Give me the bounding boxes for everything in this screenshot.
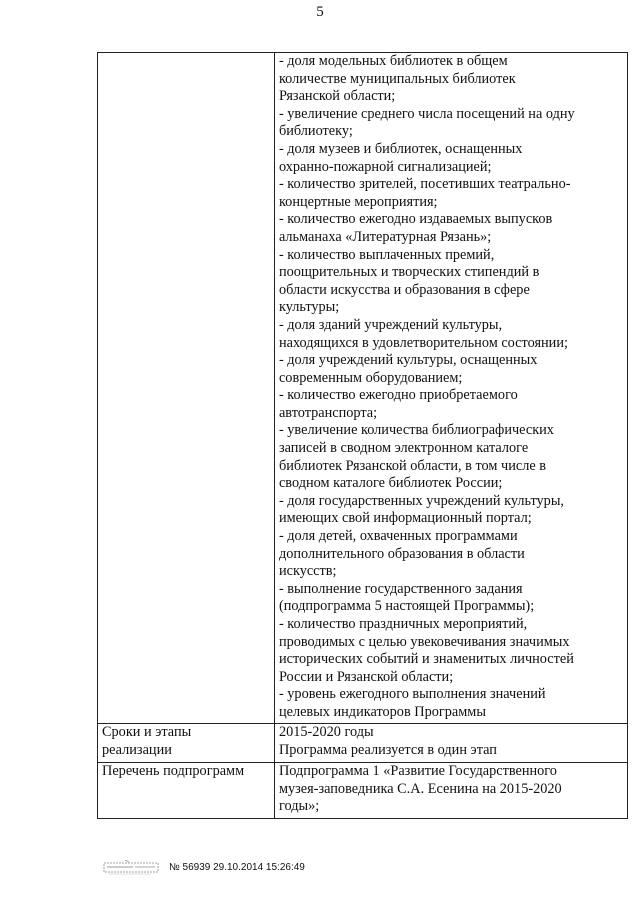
indicator-line: - уровень ежегодного выполнения значений bbox=[278, 686, 546, 703]
indicator-line: библиотеку; bbox=[278, 123, 353, 140]
indicators-list bbox=[279, 53, 623, 722]
indicator-line: искусств; bbox=[278, 563, 337, 580]
indicator-line: - количество ежегодно издаваемых выпусков bbox=[278, 211, 553, 228]
indicator-line: записей в сводном электронном каталоге bbox=[278, 440, 529, 457]
indicator-line: охранно-пожарной сигнализацией; bbox=[278, 158, 492, 175]
indicator-line: культуры; bbox=[278, 299, 340, 316]
subprograms-value-cell bbox=[274, 763, 627, 819]
indicator-line: - доля детей, охваченных программами bbox=[278, 528, 518, 545]
indicator-line: автотранспорта; bbox=[278, 404, 378, 421]
subprograms-label-cell bbox=[98, 763, 275, 819]
indicator-line: количестве муниципальных библиотек bbox=[278, 70, 516, 87]
signature-stamp-icon bbox=[103, 860, 159, 876]
terms-label-line2: реализации bbox=[102, 741, 172, 758]
indicator-line: проводимых с целью увековечивания значимых bbox=[278, 633, 570, 650]
subprograms-value-line1: Подпрограмма 1 «Развитие Государственного bbox=[278, 763, 557, 779]
terms-value-cell bbox=[274, 724, 627, 763]
indicator-line: - увеличение количества библиографических bbox=[278, 422, 554, 439]
indicator-line: целевых индикаторов Программы bbox=[278, 703, 486, 720]
indicator-line: - количество ежегодно приобретаемого bbox=[278, 387, 518, 404]
indicators-value-cell bbox=[274, 53, 627, 724]
indicator-line: - доля зданий учреждений культуры, bbox=[278, 316, 503, 333]
table-row-indicators bbox=[98, 53, 628, 724]
terms-label-cell bbox=[98, 724, 275, 763]
page-number: 5 bbox=[316, 4, 324, 20]
indicator-line: - количество выплаченных премий, bbox=[278, 246, 495, 263]
passport-table bbox=[97, 52, 628, 819]
indicator-line: концертные мероприятия; bbox=[278, 193, 438, 210]
indicator-line: современным оборудованием; bbox=[278, 369, 463, 386]
indicator-line: - доля государственных учреждений культуры, bbox=[278, 492, 564, 509]
indicator-line: дополнительного образования в области bbox=[278, 545, 525, 562]
indicator-line: альманаха «Литературная Рязань»; bbox=[278, 228, 492, 245]
terms-value-line1: 2015-2020 годы bbox=[278, 724, 374, 740]
indicator-line: - количество зрителей, посетивших театрально- bbox=[278, 176, 571, 193]
indicator-line: имеющих свой информационный портал; bbox=[278, 510, 532, 527]
indicator-line: области искусства и образования в сфере bbox=[278, 281, 530, 298]
indicator-line: исторических событий и знаменитых личностей bbox=[278, 651, 574, 668]
indicator-line: библиотек Рязанской области, в том числе в bbox=[278, 457, 547, 474]
indicator-line: - количество праздничных мероприятий, bbox=[278, 616, 528, 632]
registration-number: № 56939 29.10.2014 15:26:49 bbox=[169, 862, 305, 873]
indicator-line: (подпрограмма 5 настоящей Программы); bbox=[278, 598, 535, 615]
table-row-terms bbox=[98, 724, 628, 763]
terms-value-line2: Программа реализуется в один этап bbox=[278, 741, 497, 758]
table-row-subprograms bbox=[98, 763, 628, 819]
indicator-line: - доля учреждений культуры, оснащенных bbox=[278, 352, 538, 369]
indicator-line: сводном каталоге библиотек России; bbox=[278, 475, 503, 492]
indicator-line: Рязанской области; bbox=[278, 88, 396, 105]
indicator-line: России и Рязанской области; bbox=[278, 668, 454, 685]
indicators-label-cell bbox=[98, 53, 275, 724]
indicator-line: - доля модельных библиотек в общем bbox=[278, 53, 508, 69]
terms-label-line1: Сроки и этапы bbox=[102, 724, 192, 740]
indicator-line: поощрительных и творческих стипендий в bbox=[278, 264, 540, 281]
footer bbox=[103, 858, 423, 878]
indicator-line: - доля музеев и библиотек, оснащенных bbox=[278, 140, 523, 157]
indicator-line: находящихся в удовлетворительном состоянии; bbox=[278, 334, 568, 351]
subprograms-value-line2: музея-заповедника С.А. Есенина на 2015-2020 bbox=[278, 780, 562, 797]
indicator-line: - увеличение среднего числа посещений на одну bbox=[278, 105, 575, 122]
subprograms-label: Перечень подпрограмм bbox=[102, 763, 245, 779]
indicator-line: - выполнение государственного задания bbox=[278, 580, 523, 597]
subprograms-value-line3: годы»; bbox=[278, 798, 320, 815]
